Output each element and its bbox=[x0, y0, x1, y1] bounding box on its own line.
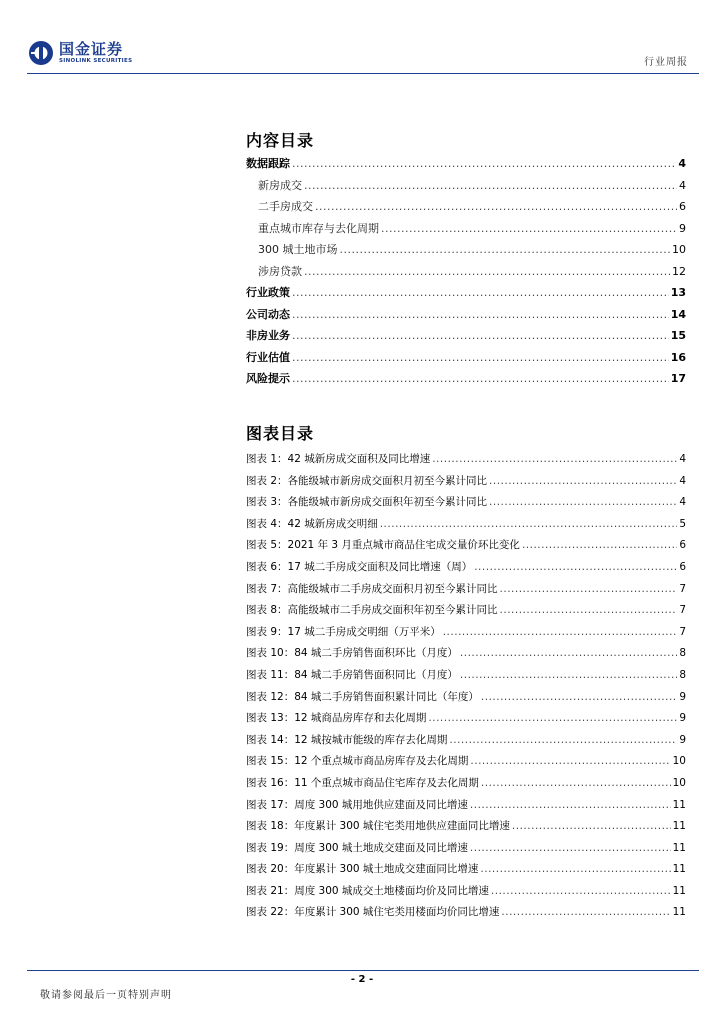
toc-leader-dots bbox=[292, 282, 669, 304]
contents-list bbox=[246, 153, 686, 390]
toc-entry-label: 图表 9：17 城二手房成交明细（万平米） bbox=[246, 625, 441, 638]
toc-leader-dots bbox=[470, 795, 671, 817]
toc-entry[interactable] bbox=[246, 838, 686, 860]
toc-leader-dots bbox=[292, 347, 669, 369]
toc-entry-label: 风险提示 bbox=[246, 372, 290, 385]
toc-entry[interactable] bbox=[246, 261, 686, 283]
toc-entry-label: 行业估值 bbox=[246, 350, 290, 364]
report-type: 行业周报 bbox=[644, 57, 688, 68]
toc-entry-label: 图表 2：各能级城市新房成交面积月初至今累计同比 bbox=[246, 474, 488, 487]
toc-entry-page: 10 bbox=[672, 243, 686, 256]
toc-entry-page: 14 bbox=[670, 307, 686, 321]
toc-leader-dots bbox=[460, 665, 677, 687]
toc-entry-page: 11 bbox=[672, 863, 686, 876]
toc-leader-dots bbox=[470, 838, 671, 860]
toc-entry[interactable] bbox=[246, 449, 686, 471]
toc-leader-dots bbox=[292, 153, 676, 175]
logo-cn-name: 国金证券 bbox=[59, 40, 124, 58]
toc-leader-dots bbox=[292, 368, 669, 390]
toc-entry[interactable] bbox=[246, 557, 686, 579]
toc-entry[interactable] bbox=[246, 175, 686, 197]
toc-entry[interactable] bbox=[246, 708, 686, 730]
toc-entry-page: 17 bbox=[670, 372, 686, 385]
toc-entry[interactable] bbox=[246, 196, 686, 218]
toc-entry-label: 图表 7：高能级城市二手房成交面积月初至今累计同比 bbox=[246, 582, 498, 595]
toc-entry[interactable] bbox=[246, 471, 686, 493]
toc-entry-page: 13 bbox=[670, 286, 686, 299]
toc-entry-page: 7 bbox=[679, 582, 686, 595]
toc-entry[interactable] bbox=[246, 859, 686, 881]
sinolink-logo-icon bbox=[28, 40, 54, 66]
toc-entry-label: 图表 15：12 个重点城市商品房库存及去化周期 bbox=[246, 755, 469, 768]
toc-entry[interactable] bbox=[246, 535, 686, 557]
toc-entry-label: 二手房成交 bbox=[258, 200, 313, 213]
toc-leader-dots bbox=[500, 579, 678, 601]
toc-leader-dots bbox=[304, 261, 670, 283]
toc-entry-label: 行业政策 bbox=[246, 286, 290, 299]
toc-entry-label: 图表 12：84 城二手房销售面积累计同比（年度） bbox=[246, 690, 479, 703]
toc-leader-dots bbox=[380, 514, 678, 536]
toc-entry-page: 11 bbox=[672, 884, 686, 897]
toc-entry-label: 非房业务 bbox=[246, 329, 290, 342]
toc-entry-label: 图表 6：17 城二手房成交面积及同比增速（周） bbox=[246, 560, 473, 573]
toc-entry-label: 数据跟踪 bbox=[246, 157, 290, 170]
toc-entry-page: 8 bbox=[679, 668, 686, 681]
page-header bbox=[0, 0, 724, 80]
toc-entry-label: 图表 16：11 个重点城市商品住宅库存及去化周期 bbox=[246, 776, 479, 789]
toc-leader-dots bbox=[480, 859, 670, 881]
toc-leader-dots bbox=[443, 622, 678, 644]
toc-entry[interactable] bbox=[246, 347, 686, 369]
toc-entry-label: 重点城市库存与去化周期 bbox=[258, 221, 379, 235]
toc-entry-label: 涉房贷款 bbox=[258, 264, 302, 278]
toc-entry-label: 图表 22：年度累计 300 城住宅类用楼面均价同比增速 bbox=[246, 906, 500, 919]
toc-entry[interactable] bbox=[246, 773, 686, 795]
toc-entry[interactable] bbox=[246, 751, 686, 773]
toc-entry-page: 4 bbox=[679, 496, 686, 509]
toc-entry[interactable] bbox=[246, 622, 686, 644]
toc-leader-dots bbox=[489, 471, 677, 493]
toc-leader-dots bbox=[470, 751, 670, 773]
toc-leader-dots bbox=[432, 449, 677, 471]
toc-entry[interactable] bbox=[246, 239, 686, 261]
toc-entry[interactable] bbox=[246, 304, 686, 326]
toc-leader-dots bbox=[489, 492, 677, 514]
toc-entry[interactable] bbox=[246, 492, 686, 514]
toc-entry-label: 图表 8：高能级城市二手房成交面积年初至今累计同比 bbox=[246, 604, 498, 617]
toc-entry-label: 图表 19：周度 300 城土地成交建面及同比增速 bbox=[246, 841, 468, 854]
toc-leader-dots bbox=[340, 239, 671, 261]
toc-entry-page: 4 bbox=[679, 453, 686, 465]
toc-entry-label: 图表 3：各能级城市新房成交面积年初至今累计同比 bbox=[246, 496, 488, 509]
toc-leader-dots bbox=[315, 196, 677, 218]
toc-entry-page: 9 bbox=[679, 712, 686, 725]
figures-list bbox=[246, 449, 686, 924]
toc-entry-label: 300 城土地市场 bbox=[258, 243, 338, 256]
toc-entry[interactable] bbox=[246, 902, 686, 924]
toc-entry-page: 16 bbox=[670, 350, 686, 364]
toc-entry-page: 4 bbox=[679, 178, 686, 192]
toc-leader-dots bbox=[491, 881, 671, 903]
toc-entry-page: 6 bbox=[679, 560, 686, 573]
toc-leader-dots bbox=[449, 730, 677, 752]
toc-entry[interactable] bbox=[246, 368, 686, 390]
toc-entry-page: 7 bbox=[679, 625, 686, 638]
toc-leader-dots bbox=[474, 557, 677, 579]
toc-entry-page: 15 bbox=[670, 329, 686, 342]
toc-entry-page: 6 bbox=[679, 200, 686, 213]
toc-entry-page: 9 bbox=[679, 221, 686, 235]
toc-entry[interactable] bbox=[246, 730, 686, 752]
toc-entry-label: 图表 17：周度 300 城用地供应建面及同比增速 bbox=[246, 798, 468, 811]
toc-leader-dots bbox=[512, 816, 671, 838]
toc-entry-label: 图表 4：42 城新房成交明细 bbox=[246, 517, 378, 530]
logo-en-name: SINOLINK SECURITIES bbox=[59, 58, 133, 64]
toc-leader-dots bbox=[292, 325, 669, 347]
toc-entry[interactable] bbox=[246, 218, 686, 240]
toc-entry[interactable] bbox=[246, 816, 686, 838]
toc-entry[interactable] bbox=[246, 282, 686, 304]
toc-entry-page: 9 bbox=[679, 733, 686, 746]
toc-entry-page: 8 bbox=[679, 647, 686, 660]
toc-entry[interactable] bbox=[246, 325, 686, 347]
toc-leader-dots bbox=[481, 687, 677, 709]
toc-entry-page: 11 bbox=[672, 798, 686, 811]
toc-entry-page: 11 bbox=[672, 841, 686, 854]
toc-entry-label: 图表 11：84 城二手房销售面积同比（月度） bbox=[246, 668, 458, 681]
toc-entry-label: 图表 10：84 城二手房销售面积环比（月度） bbox=[246, 647, 458, 660]
toc-entry-page: 4 bbox=[679, 474, 686, 487]
company-logo bbox=[28, 40, 132, 66]
toc-entry[interactable] bbox=[246, 881, 686, 903]
toc-leader-dots bbox=[460, 643, 677, 665]
header-divider bbox=[27, 73, 699, 74]
toc-entry-label: 图表 1：42 城新房成交面积及同比增速 bbox=[246, 453, 431, 465]
toc-leader-dots bbox=[292, 304, 669, 326]
disclaimer: 敬请参阅最后一页特别声明 bbox=[40, 990, 172, 1001]
toc-leader-dots bbox=[501, 902, 670, 924]
toc-entry-label: 公司动态 bbox=[246, 307, 290, 321]
toc-leader-dots bbox=[428, 708, 677, 730]
toc-entry-page: 6 bbox=[679, 539, 686, 552]
toc-entry-page: 9 bbox=[679, 690, 686, 703]
toc-entry-page: 5 bbox=[679, 517, 686, 530]
toc-entry-label: 新房成交 bbox=[258, 178, 302, 192]
toc-entry-label: 图表 18：年度累计 300 城住宅类用地供应建面同比增速 bbox=[246, 820, 510, 833]
toc-leader-dots bbox=[522, 535, 677, 557]
toc-entry-label: 图表 14：12 城按城市能级的库存去化周期 bbox=[246, 733, 448, 746]
toc-leader-dots bbox=[481, 773, 671, 795]
figures-title: 图表目录 bbox=[246, 424, 315, 443]
toc-entry-page: 10 bbox=[672, 755, 686, 768]
toc-leader-dots bbox=[304, 175, 677, 197]
toc-entry-page: 4 bbox=[678, 157, 686, 170]
toc-leader-dots bbox=[381, 218, 677, 240]
toc-entry-label: 图表 5：2021 年 3 月重点城市商品住宅成交量价环比变化 bbox=[246, 539, 520, 552]
toc-entry[interactable] bbox=[246, 153, 686, 175]
toc-entry-page: 7 bbox=[679, 604, 686, 617]
toc-entry[interactable] bbox=[246, 795, 686, 817]
toc-entry[interactable] bbox=[246, 600, 686, 622]
toc-entry[interactable] bbox=[246, 643, 686, 665]
toc-entry-page: 11 bbox=[672, 820, 686, 833]
footer-divider bbox=[27, 970, 699, 971]
toc-entry[interactable] bbox=[246, 665, 686, 687]
toc-entry-label: 图表 20：年度累计 300 城土地成交建面同比增速 bbox=[246, 863, 479, 876]
toc-leader-dots bbox=[500, 600, 678, 622]
page-number: - 2 - bbox=[350, 974, 374, 985]
toc-entry-page: 12 bbox=[672, 264, 686, 278]
toc-entry-page: 10 bbox=[672, 776, 686, 789]
toc-entry[interactable] bbox=[246, 579, 686, 601]
toc-entry-label: 图表 21：周度 300 城成交土地楼面均价及同比增速 bbox=[246, 884, 489, 897]
toc-entry-label: 图表 13：12 城商品房库存和去化周期 bbox=[246, 712, 427, 725]
toc-entry-page: 11 bbox=[672, 906, 686, 919]
toc-entry[interactable] bbox=[246, 687, 686, 709]
contents-title: 内容目录 bbox=[246, 131, 315, 150]
toc-entry[interactable] bbox=[246, 514, 686, 536]
